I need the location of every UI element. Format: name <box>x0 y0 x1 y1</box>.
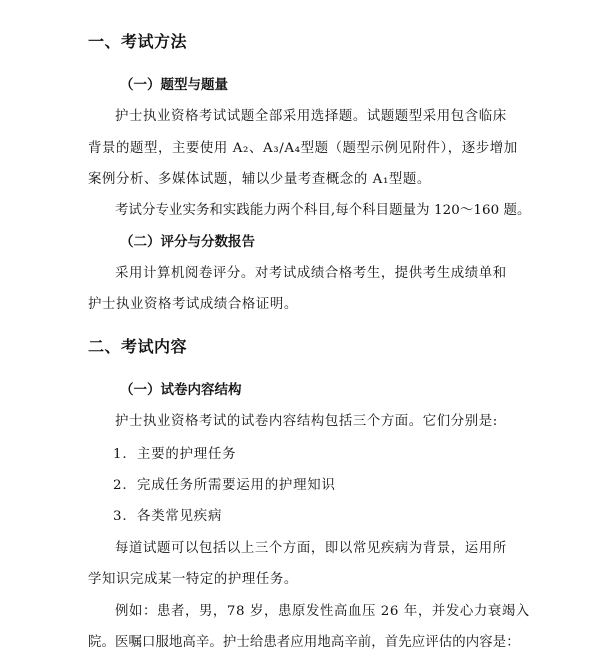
subsection-heading-question-types: （一）题型与题量 <box>120 77 228 93</box>
paragraph-line: 学知识完成某一特定的护理任务。 <box>88 572 298 587</box>
subsection-heading-scoring: （二）评分与分数报告 <box>120 234 255 250</box>
section-heading-exam-method: 一、考试方法 <box>88 32 188 51</box>
list-item-number: 1. <box>113 447 128 462</box>
paragraph-line: 护士执业资格考试的试卷内容结构包括三个方面。它们分别是: <box>115 414 498 429</box>
paragraph-line: 护士执业资格考试成绩合格证明。 <box>88 297 298 312</box>
section-heading-exam-content: 二、考试内容 <box>88 337 188 356</box>
subsection-heading-content-structure: （一）试卷内容结构 <box>120 382 242 398</box>
list-item <box>113 443 236 462</box>
example-line: 例如：患者，男，78 岁，患原发性高血压 26 年，并发心力衰竭入 <box>115 604 530 619</box>
paragraph-line: 考试分专业实务和实践能力两个科目,每个科目题量为 120～160 题。 <box>115 203 531 218</box>
list-item-number: 3. <box>113 509 128 524</box>
list-item <box>113 474 336 493</box>
list-item <box>113 505 222 524</box>
paragraph-line: 背景的题型，主要使用 A₂、A₃/A₄型题（题型示例见附件），逐步增加 <box>88 141 518 156</box>
paragraph-line: 每道试题可以包括以上三个方面，即以常见疾病为背景，运用所 <box>115 541 507 556</box>
list-item-text: 主要的护理任务 <box>137 447 237 462</box>
example-line: 院。医嘱口服地高辛。护士给患者应用地高辛前，首先应评估的内容是： <box>88 635 520 650</box>
paragraph-line: 案例分析、多媒体试题，辅以少量考查概念的 A₁型题。 <box>88 172 431 187</box>
list-item-number: 2. <box>113 478 128 493</box>
list-item-text: 各类常见疾病 <box>137 509 223 524</box>
paragraph-line: 采用计算机阅卷评分。对考试成绩合格考生，提供考生成绩单和 <box>115 266 507 281</box>
paragraph-line: 护士执业资格考试试题全部采用选择题。试题题型采用包含临床 <box>115 109 507 124</box>
list-item-text: 完成任务所需要运用的护理知识 <box>137 478 336 493</box>
